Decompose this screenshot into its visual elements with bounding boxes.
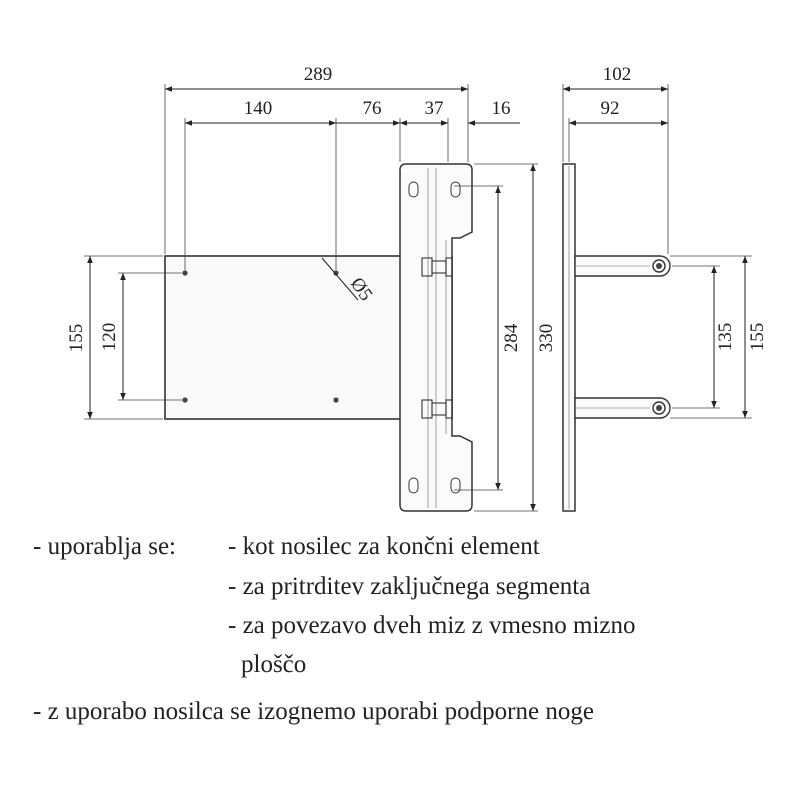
dim-16: 16: [491, 98, 511, 119]
benefit-note: - z uporabo nosilca se izognemo uporabi podporne noge: [33, 698, 594, 725]
hole: [182, 270, 187, 275]
front-view: [165, 164, 472, 511]
dim-289: 289: [303, 64, 333, 85]
dim-hole-diameter: Ø5: [345, 273, 377, 305]
dim-284: 284: [501, 323, 522, 353]
dim-135: 135: [715, 322, 736, 352]
dim-155-right: 155: [747, 322, 768, 352]
hole: [333, 397, 338, 402]
dim-140: 140: [243, 98, 273, 119]
dim-155-left: 155: [66, 323, 87, 353]
dim-76: 76: [362, 98, 382, 119]
usage-item-2: - za pritrditev zaključnega segmenta: [228, 573, 591, 600]
hole: [182, 397, 187, 402]
usage-item-3: - za povezavo dveh miz z vmesno mizno: [228, 612, 636, 639]
usage-item-3-continued: ploščo: [241, 651, 307, 678]
dim-37: 37: [424, 98, 444, 119]
side-view: [563, 164, 670, 511]
dim-92: 92: [600, 98, 620, 119]
usage-prefix: - uporablja se:: [33, 533, 177, 560]
dim-102: 102: [602, 64, 632, 85]
dim-330: 330: [536, 323, 557, 353]
dim-120: 120: [99, 322, 120, 352]
usage-item-1: - kot nosilec za končni element: [228, 533, 540, 560]
